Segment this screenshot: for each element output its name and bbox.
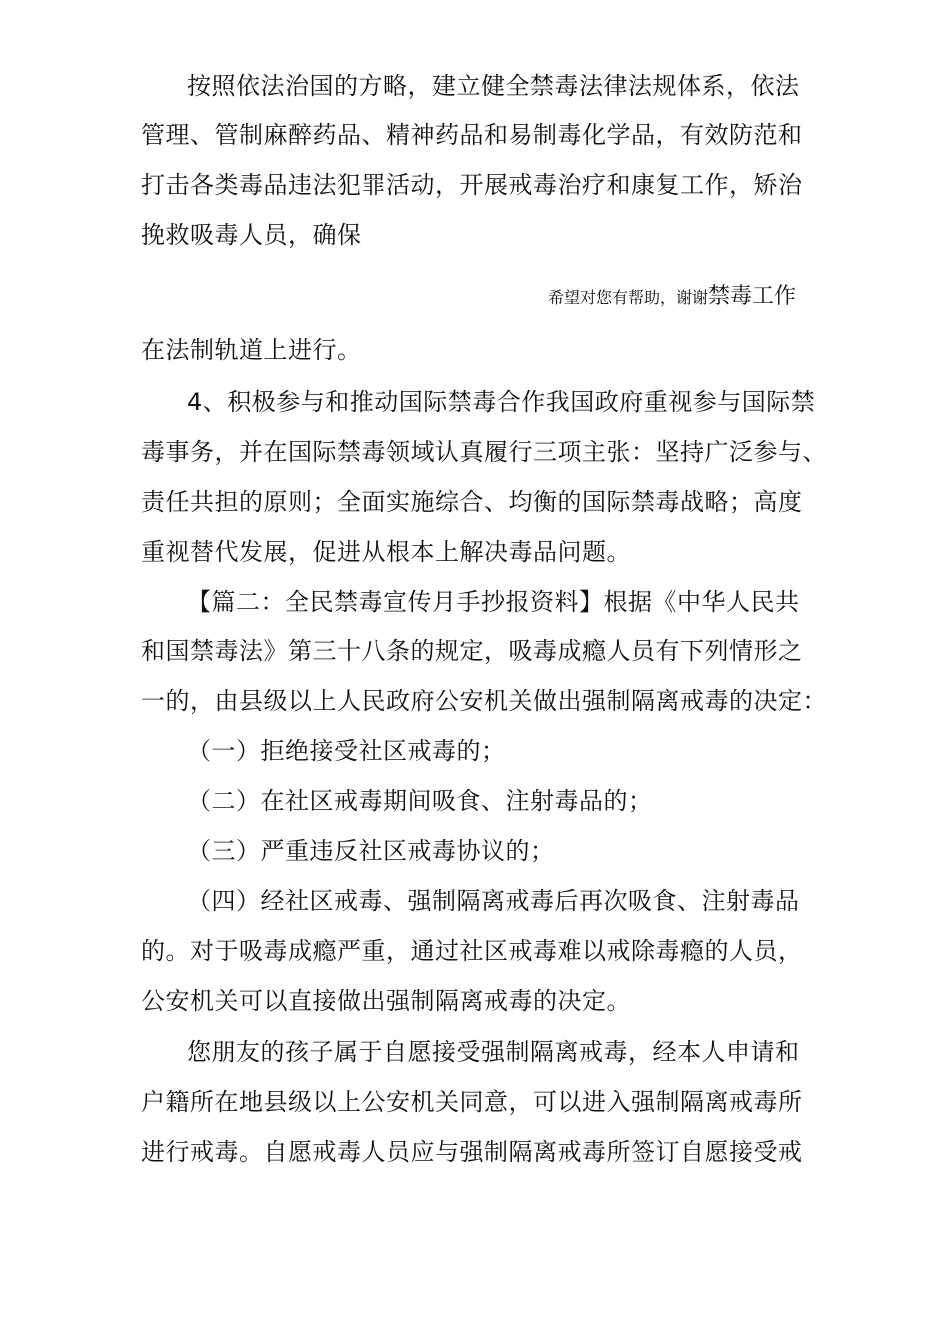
paragraph-1-line-1: 按照依法治国的方略，建立健全禁毒法律法规体系，依法 <box>187 72 800 100</box>
paragraph-3-line-2: 和国禁毒法》第三十八条的规定，吸毒成瘾人员有下列情形之 <box>141 637 803 665</box>
paragraph-4-line-1: （四）经社区戒毒、强制隔离戒毒后再次吸食、注射毒品 <box>187 887 800 915</box>
paragraph-1-line-2: 管理、管制麻醉药品、精神药品和易制毒化学品，有效防范和 <box>141 121 803 149</box>
paragraph-3-line-3: 一的，由县级以上人民政府公安机关做出强制隔离戒毒的决定： <box>141 687 827 715</box>
list-item-2: （二）在社区戒毒期间吸食、注射毒品的； <box>187 787 653 815</box>
footer-note-large-text: 禁毒工作 <box>707 284 796 309</box>
paragraph-5-line-1: 您朋友的孩子属于自愿接受强制隔离戒毒，经本人申请和 <box>187 1038 800 1066</box>
paragraph-5-line-2: 户籍所在地县级以上公安机关同意，可以进入强制隔离戒毒所 <box>141 1088 803 1116</box>
paragraph-2-line-4: 重视替代发展，促进从根本上解决毒品问题。 <box>141 538 631 566</box>
paragraph-3-line-1: 【篇二：全民禁毒宣传月手抄报资料】根据《中华人民共 <box>187 588 800 616</box>
paragraph-5-line-3: 进行戒毒。自愿戒毒人员应与强制隔离戒毒所签订自愿接受戒 <box>141 1138 803 1166</box>
list-item-1: （一）拒绝接受社区戒毒的； <box>187 737 506 765</box>
paragraph-1-line-3: 打击各类毒品违法犯罪活动，开展戒毒治疗和康复工作，矫治 <box>141 171 803 199</box>
paragraph-2-line-2: 毒事务，并在国际禁毒领域认真履行三项主张：坚持广泛参与、 <box>141 438 827 466</box>
list-item-3: （三）严重违反社区戒毒协议的； <box>187 837 555 865</box>
paragraph-2-line-1: 4、积极参与和推动国际禁毒合作我国政府重视参与国际禁 <box>187 388 816 416</box>
footer-note-small-text: 希望对您有帮助，谢谢 <box>547 288 708 307</box>
paragraph-4-line-2: 的。对于吸毒成瘾严重，通过社区戒毒难以戒除毒瘾的人员， <box>141 937 803 965</box>
page-footer-note <box>548 282 796 313</box>
paragraph-4-line-3: 公安机关可以直接做出强制隔离戒毒的决定。 <box>141 987 631 1015</box>
paragraph-1-continued: 在法制轨道上进行。 <box>141 336 362 364</box>
paragraph-2-line-3: 责任共担的原则；全面实施综合、均衡的国际禁毒战略；高度 <box>141 488 803 516</box>
paragraph-1-line-4: 挽救吸毒人员，确保 <box>141 221 362 249</box>
